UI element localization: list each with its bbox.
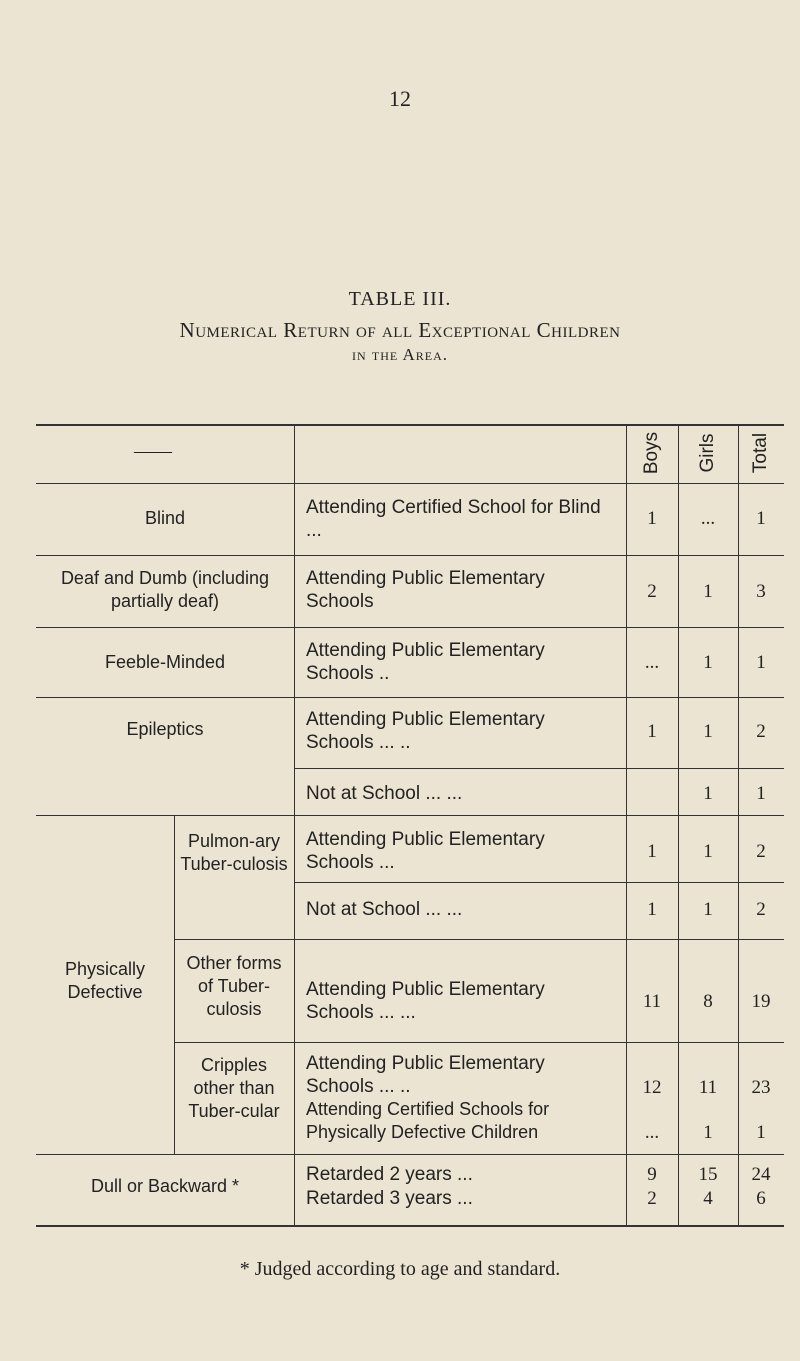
category-epileptics: Epileptics — [126, 719, 204, 739]
rule-cripple — [36, 1154, 784, 1155]
rule-v-attend — [294, 424, 295, 1225]
attendance-feeble: Attending Public Elementary Schools .. — [306, 640, 545, 684]
rule-feeble — [36, 697, 784, 698]
boys-crip-b: ... — [644, 1122, 660, 1143]
rule-bottom — [36, 1225, 784, 1227]
total-other-a: 19 — [751, 991, 771, 1012]
attendance-pulm-a: Attending Public Elementary Schools ... — [306, 829, 545, 873]
rule-v-sub — [174, 815, 175, 1154]
table-subtitle: in the Area. — [351, 345, 449, 364]
header-girls: Girls — [697, 433, 718, 473]
total-pulm-a: 2 — [756, 841, 766, 862]
total-crip-b: 1 — [756, 1122, 766, 1143]
boys-crip-a: 12 — [642, 1077, 662, 1098]
attendance-crip-b: Attending Certified Schools for Physically Defective Children — [306, 1099, 550, 1142]
header-dash: —— — [134, 441, 172, 462]
total-crip-a: 23 — [751, 1077, 771, 1098]
total-dull-a: 24 — [751, 1164, 771, 1185]
category-deaf: Deaf and Dumb (including partially deaf) — [60, 568, 270, 611]
total-deaf: 3 — [756, 581, 766, 602]
rule-v-girls — [678, 424, 679, 1225]
attendance-dull-a: Retarded 2 years ... — [306, 1164, 473, 1185]
attendance-crip-a: Attending Public Elementary Schools ... .. — [306, 1053, 545, 1097]
girls-pulm-b: 1 — [703, 899, 713, 920]
category-feeble: Feeble-Minded — [104, 652, 226, 672]
total-dull-b: 6 — [756, 1188, 766, 1209]
rule-epi-mid — [294, 768, 784, 769]
total-epi-b: 1 — [756, 783, 766, 804]
girls-blind: ... — [700, 508, 716, 529]
page-number: 12 — [389, 86, 411, 111]
category-blind: Blind — [144, 508, 186, 528]
girls-deaf: 1 — [703, 581, 713, 602]
rule-header — [36, 483, 784, 484]
boys-pulm-a: 1 — [647, 841, 657, 862]
boys-other-a: 11 — [642, 991, 662, 1012]
table-label: TABLE III. — [348, 288, 452, 310]
attendance-dull-b: Retarded 3 years ... — [306, 1188, 473, 1209]
rule-pulm — [174, 939, 784, 940]
rule-top — [36, 424, 784, 426]
rule-pulm-mid — [294, 882, 784, 883]
boys-dull-b: 2 — [647, 1188, 657, 1209]
girls-feeble: 1 — [703, 652, 713, 673]
boys-pulm-b: 1 — [647, 899, 657, 920]
sub-cripples: Cripples other than Tuber-cular — [188, 1055, 280, 1121]
rule-epi — [36, 815, 784, 816]
attendance-pulm-b: Not at School ... ... — [306, 899, 463, 920]
table-title: Numerical Return of all Exceptional Children — [179, 318, 621, 342]
rule-deaf — [36, 627, 784, 628]
data-table — [30, 0, 800, 1361]
category-dull: Dull or Backward * — [90, 1176, 240, 1196]
girls-other-a: 8 — [703, 991, 713, 1012]
attendance-deaf: Attending Public Elementary Schools — [306, 568, 545, 612]
girls-epi-b: 1 — [703, 783, 713, 804]
boys-blind: 1 — [647, 508, 657, 529]
rule-v-boys — [626, 424, 627, 1225]
total-epi-a: 2 — [756, 721, 766, 742]
footnote: * Judged according to age and standard. — [239, 1258, 561, 1280]
sub-pulmonary: Pulmon-ary Tuber-culosis — [180, 831, 288, 874]
rule-other — [174, 1042, 784, 1043]
total-pulm-b: 2 — [756, 899, 766, 920]
sub-other: Other forms of Tuber-culosis — [186, 953, 282, 1019]
boys-epi-a: 1 — [647, 721, 657, 742]
total-feeble: 1 — [756, 652, 766, 673]
girls-dull-a: 15 — [698, 1164, 718, 1185]
girls-pulm-a: 1 — [703, 841, 713, 862]
girls-dull-b: 4 — [703, 1188, 713, 1209]
category-physically: Physically Defective — [64, 959, 146, 1002]
boys-dull-a: 9 — [647, 1164, 657, 1185]
boys-feeble: ... — [644, 652, 660, 673]
girls-epi-a: 1 — [703, 721, 713, 742]
total-blind: 1 — [756, 508, 766, 529]
attendance-epi-b: Not at School ... ... — [306, 783, 463, 804]
attendance-epi-a: Attending Public Elementary Schools ... .. — [306, 709, 545, 753]
attendance-other-a: Attending Public Elementary Schools ... ... — [306, 979, 545, 1023]
boys-deaf: 2 — [647, 581, 657, 602]
attendance-blind: Attending Certified School for Blind ... — [306, 497, 601, 541]
girls-crip-a: 11 — [698, 1077, 718, 1098]
header-boys: Boys — [641, 431, 662, 475]
rule-blind — [36, 555, 784, 556]
rule-v-total — [738, 424, 739, 1225]
girls-crip-b: 1 — [703, 1122, 713, 1143]
header-total: Total — [750, 432, 771, 474]
